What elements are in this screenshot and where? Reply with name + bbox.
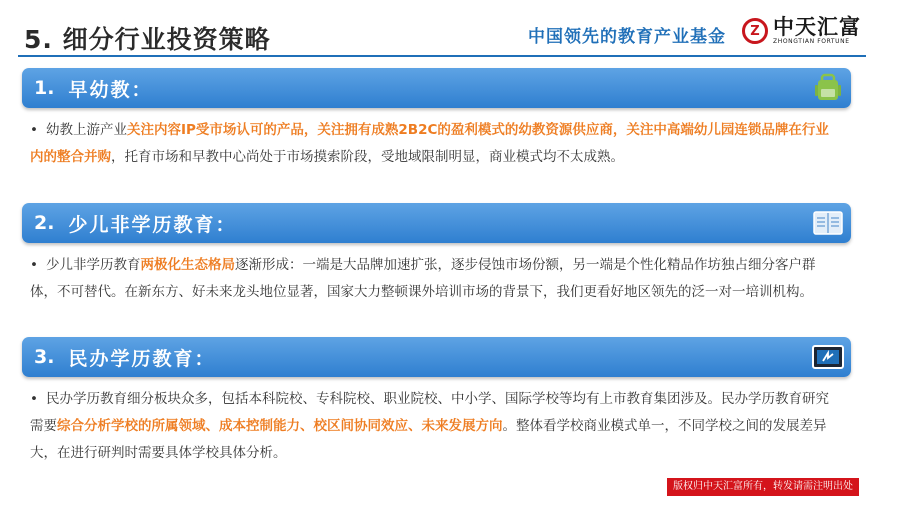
- highlight-text: 两极化生态格局: [140, 257, 235, 273]
- school-bag-icon: [811, 72, 845, 104]
- header-tagline: 中国领先的教育产业基金: [528, 27, 726, 47]
- text-run: 幼教上游产业: [45, 122, 127, 138]
- text-run: ，托育市场和早教中心尚处于市场摸索阶段，受地域限制明显，商业模式均不太成熟。: [111, 149, 624, 165]
- header-divider: [18, 55, 866, 57]
- text-run: 民办学历教育细分板块众多，包括本科院校、专科院校、职业院校、中小学、国际学校等均有上市教育集团涉及。民办学历教育研究需要: [30, 391, 829, 434]
- section-number: 3.: [34, 346, 55, 368]
- bullet-dot: •: [30, 122, 38, 138]
- section-number: 1.: [34, 77, 55, 99]
- brand-logo: [742, 16, 861, 46]
- logo-name-cn: 中天汇富: [773, 15, 861, 39]
- section-bar-youth-non-degree: [22, 203, 851, 243]
- logo-mark-icon: Z: [742, 18, 768, 44]
- text-run: 逐渐形成：一端是大品牌加速扩张，逐步侵蚀市场份额，另一端是个性化精品作坊独占细分客户群体，不可替代。在新东方、好未来龙头地位显著，国家大力整顿课外培训市场的背景下，我们更看好地区领先的泛一对一培训机构。: [30, 257, 816, 300]
- highlight-text: 关注内容IP受市场认可的产品，关注拥有成熟2B2C的盈利模式的幼教资源供应商，关注中高端幼儿园连锁品牌在行业内的整合并购: [30, 122, 829, 165]
- highlight-text: 综合分析学校的所属领域、成本控制能力、校区间协同效应、未来发展方向: [57, 418, 503, 434]
- bullet-dot: •: [30, 391, 38, 407]
- section-bar-private-degree: [22, 337, 851, 377]
- section-heading: 民办学历教育：: [68, 347, 216, 370]
- section-number: 2.: [34, 212, 55, 234]
- text-run: 少儿非学历教育: [45, 257, 141, 273]
- logo-name-en: ZHONGTIAN FORTUNE: [773, 38, 850, 45]
- page-title: 5. 细分行业投资策略: [24, 25, 271, 54]
- blackboard-icon: [811, 341, 845, 373]
- copyright-notice: 版权归中天汇富所有，转发请需注明出处: [667, 478, 859, 496]
- section-heading: 早幼教：: [68, 78, 153, 101]
- section-bar-early-education: [22, 68, 851, 108]
- open-book-icon: [811, 207, 845, 239]
- section-text-private-degree: [30, 386, 830, 467]
- section-text-youth-non-degree: [30, 252, 830, 306]
- text-run: 。整体看学校商业模式单一，不同学校之间的发展差异大，在进行研判时需要具体学校具体分析。: [30, 418, 827, 461]
- section-heading: 少儿非学历教育：: [68, 213, 237, 236]
- bullet-dot: •: [30, 257, 38, 273]
- section-text-early-education: [30, 117, 830, 171]
